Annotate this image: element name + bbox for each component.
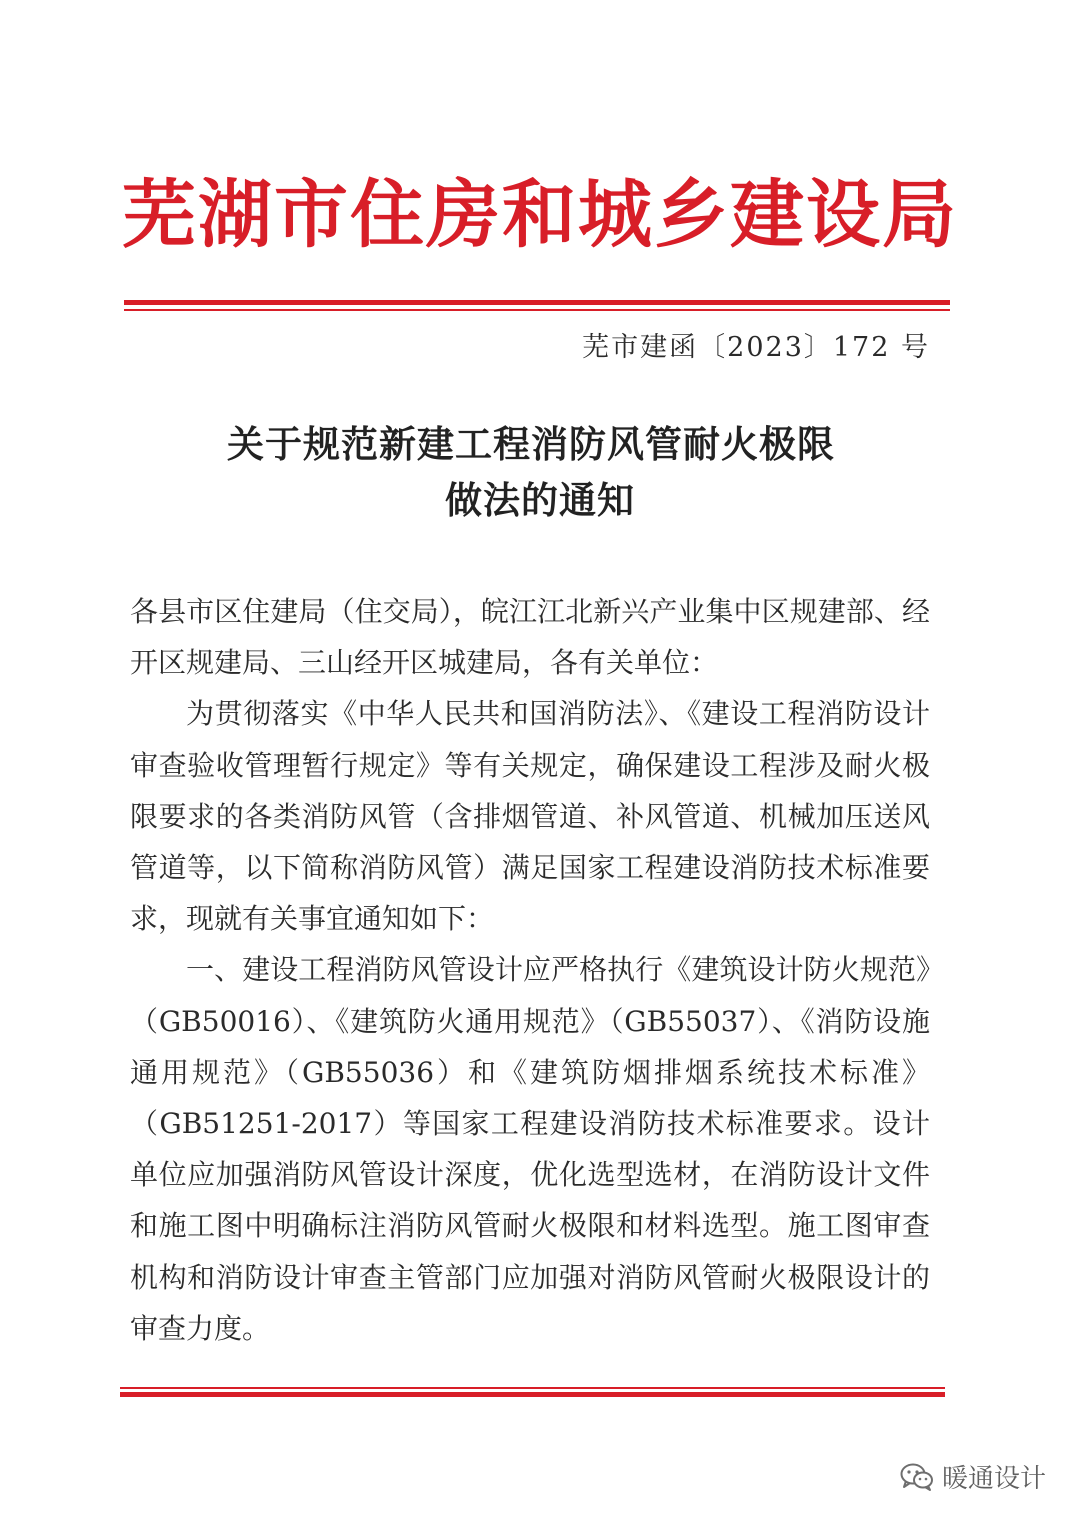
document-body bbox=[130, 586, 930, 1354]
footer-rule-thin bbox=[120, 1387, 945, 1389]
watermark bbox=[900, 1458, 1046, 1495]
document-number: 芜市建函〔2023〕172 号 bbox=[582, 332, 930, 363]
wechat-icon bbox=[900, 1462, 934, 1492]
clause-one-paragraph: 一、建设工程消防风管设计应严格执行《建筑设计防火规范》（GB50016）、《建筑防火通用规范》（GB55037）、《消防设施通用规范》（GB55036）和《建筑防烟排烟系统技术标准》（GB51251-2017）等国家工程建设消防技术标准要求。设计单位应加强消防风管设计深度，优化选型选材，在消防设计文件和施工图中明确标注消防风管耐火极限和材料选型。施工图审查机构和消防设计审查主管部门应加强对消防风管耐火极限设计的审查力度。 bbox=[130, 953, 930, 1345]
document-title-line-1: 关于规范新建工程消防风管耐火极限 bbox=[227, 422, 835, 466]
letterhead-rule-thin bbox=[124, 309, 950, 311]
document-title-line-2: 做法的通知 bbox=[445, 478, 635, 522]
letterhead-title: 芜湖市住房和城乡建设局 bbox=[122, 172, 958, 258]
footer-rule-thick bbox=[120, 1392, 945, 1397]
addressee-paragraph: 各县市区住建局（住交局），皖江江北新兴产业集中区规建部、经开区规建局、三山经开区城建局，各有关单位： bbox=[130, 595, 930, 680]
watermark-text: 暖通设计 bbox=[941, 1464, 1046, 1494]
letterhead-rule-thick bbox=[124, 300, 950, 305]
intro-paragraph: 为贯彻落实《中华人民共和国消防法》、《建设工程消防设计审查验收管理暂行规定》等有关规定，确保建设工程涉及耐火极限要求的各类消防风管（含排烟管道、补风管道、机械加压送风管道等，以下简称消防风管）满足国家工程建设消防技术标准要求，现就有关事宜通知如下： bbox=[130, 697, 930, 936]
